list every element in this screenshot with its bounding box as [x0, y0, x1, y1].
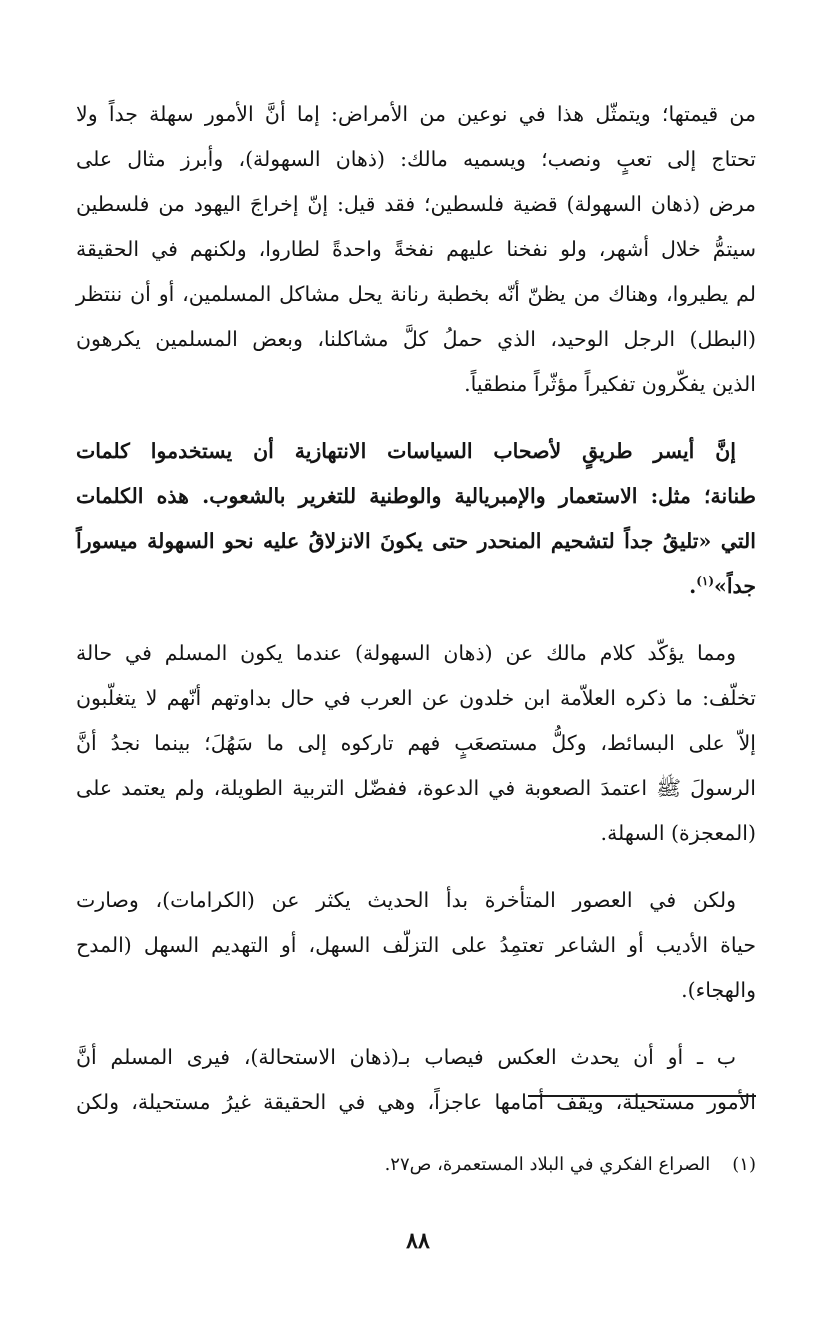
text-line: سيتمُّ خلال أشهر، ولو نفخنا عليهم نفخةً واحدةً لطاروا، ولكنهم في الحقيقة	[76, 237, 756, 261]
paragraph-4	[76, 878, 756, 1013]
paragraph-5	[76, 1035, 756, 1125]
text-line	[76, 631, 756, 676]
text-line	[76, 564, 756, 609]
footnote-divider	[528, 1095, 756, 1097]
page-number: ٨٨	[406, 1228, 430, 1254]
text-segment: ومما يؤكّد كلام مالك عن (ذهان السهولة) عندما يكون المسلم في حالة	[76, 641, 736, 665]
paragraph-3	[76, 631, 756, 856]
text-line	[76, 429, 756, 474]
text-line: طنانة؛ مثل: الاستعمار والإمبريالية والوطنية للتغرير بالشعوب. هذه الكلمات	[76, 484, 756, 508]
text-line: الأمور مستحيلة، ويقف أمامها عاجزاً، وهي في الحقيقة غيرُ مستحيلة، ولكن	[76, 1090, 756, 1114]
text-segment: جداً»	[714, 574, 756, 598]
footnote-reference: (١)	[696, 574, 715, 589]
footnote-number: (١)	[732, 1154, 756, 1175]
text-line: الرسولَ ﷺ اعتمدَ الصعوبة في الدعوة، ففضّل التربية الطويلة، ولم يعتمد على	[76, 776, 756, 800]
text-line: إلاّ على البسائط، وكلُّ مستصعَبٍ فهم تاركوه إلى ما سَهُلَ؛ بينما نجدُ أنَّ	[76, 731, 756, 755]
text-line: (المعجزة) السهلة.	[600, 821, 756, 845]
body-text	[76, 92, 756, 1147]
text-segment: .	[689, 574, 697, 598]
text-line: لم يطيروا، وهناك من يظنّ أنّه بخطبة رنانة يحل مشاكل المسلمين، أو أن ننتظر	[76, 282, 756, 306]
text-line: حياة الأديب أو الشاعر تعتمِدُ على التزلّف السهل، أو التهديم السهل (المدح	[76, 933, 756, 957]
footnote	[385, 1152, 756, 1178]
text-line	[76, 1035, 756, 1080]
text-line	[76, 878, 756, 923]
text-line: الذين يفكّرون تفكيراً مؤثّراً منطقياً.	[464, 372, 756, 396]
text-segment: ولكن في العصور المتأخرة بدأ الحديث يكثر عن (الكرامات)، وصارت	[76, 888, 736, 912]
text-segment: إنَّ أيسر طريقٍ لأصحاب السياسات الانتهازية أن يستخدموا كلمات	[76, 439, 736, 463]
paragraph-2	[76, 429, 756, 609]
footnote-text: الصراع الفكري في البلاد المستعمرة، ص٢٧.	[384, 1154, 711, 1175]
text-line: من قيمتها؛ ويتمثّل هذا في نوعين من الأمراض: إما أنَّ الأمور سهلة جداً ولا	[76, 102, 756, 126]
text-line: تخلّف: ما ذكره العلاّمة ابن خلدون عن العرب في حال بداوتهم أنّهم لا يتغلّبون	[76, 686, 756, 710]
text-segment: ب ـ أو أن يحدث العكس فيصاب بـ(ذهان الاستحالة)، فيرى المسلم أنَّ	[76, 1045, 736, 1069]
text-line: مرض (ذهان السهولة) قضية فلسطين؛ فقد قيل: إنّ إخراجَ اليهود من فلسطين	[76, 192, 756, 216]
text-line: تحتاج إلى تعبٍ ونصب؛ ويسميه مالك: (ذهان السهولة)، وأبرز مثال على	[76, 147, 756, 171]
text-line: والهجاء).	[681, 978, 756, 1002]
paragraph-1	[76, 92, 756, 407]
text-line: (البطل) الرجل الوحيد، الذي حملُ كلَّ مشاكلنا، وبعض المسلمين يكرهون	[76, 327, 756, 351]
text-line: التي «تليقُ جداً لتشحيم المنحدر حتى يكونَ الانزلاقُ عليه نحو السهولة ميسوراً	[76, 529, 756, 553]
